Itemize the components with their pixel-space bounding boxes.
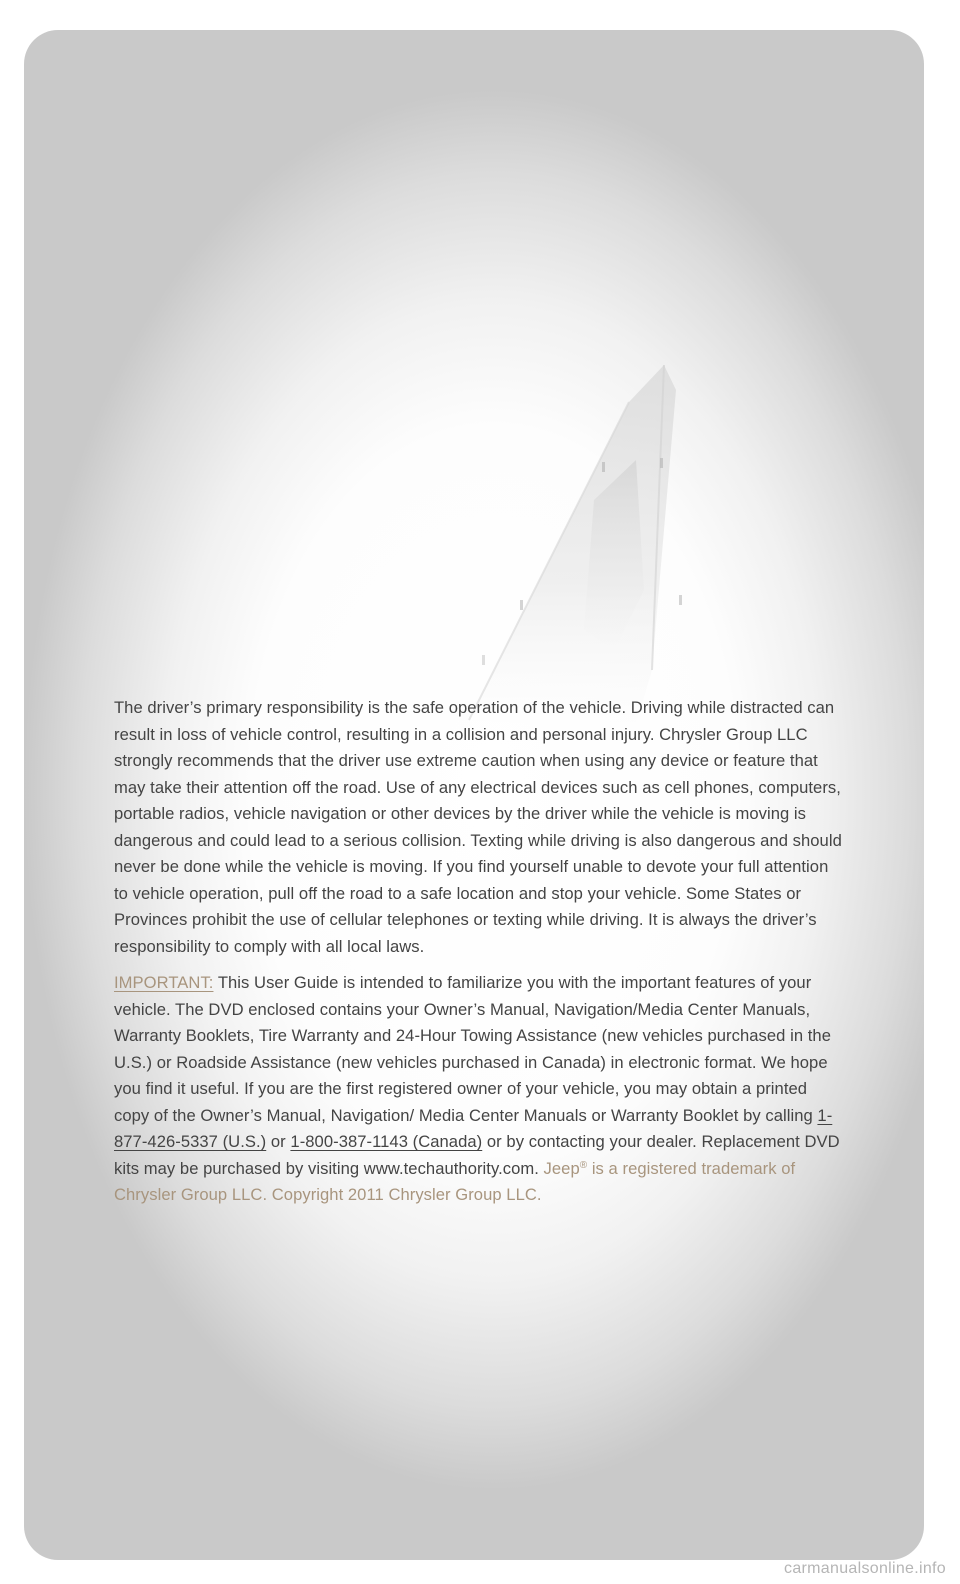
phone-canada-link[interactable]: 1-800-387-1143 (Canada) (290, 1132, 483, 1151)
text-content (114, 695, 844, 1209)
registered-symbol: ® (579, 1159, 588, 1171)
trademark-brand: Jeep (543, 1158, 580, 1178)
important-paragraph (114, 970, 844, 1209)
trademark-text: is a registered trademark of Chrysler Group LLC. Copyright 2011 Chrysler Group LLC. (114, 1158, 796, 1204)
cover-card (24, 30, 924, 1560)
or-text: or (266, 1132, 291, 1151)
watermark-text: carmanualsonline.info (784, 1560, 946, 1577)
important-text-1: This User Guide is intended to familiarize you with the important features of your vehicle. The DVD enclosed contains your Owner’s Manual, Navigation/Media Center Manuals, Warranty Booklets, Tire Warranty and 24-Hour Towing Assistance (new vehicles purchased in the U.S.) or Roadside Assistance (new vehicles purchased in Canada) in electronic format. We hope you find it useful. If you are the first registered owner of your vehicle, you may obtain a printed copy of the Owner’s Manual, Navigation/ Media Center Manuals or Warranty Booklet by calling (114, 973, 831, 1125)
pylon-shape (469, 365, 676, 730)
safety-paragraph: The driver’s primary responsibility is the safe operation of the vehicle. Driving while distracted can result in loss of vehicle control, resulting in a collision and personal injury. Chrysler Group LLC strongly recommends that the driver use extreme caution when using any device or feature that may take their attention off the road. Use of any electrical devices such as cell phones, computers, portable radios, vehicle navigation or other devices by the driver while the vehicle is moving is dangerous and could lead to a serious collision. Texting while driving is also dangerous and should never be done while the vehicle is moving. If you find yourself unable to devote your full attention to vehicle operation, pull off the road to a safe location and stop your vehicle. Some States or Provinces prohibit the use of cellular telephones or texting while driving. It is always the driver’s responsibility to comply with all local laws. (114, 698, 842, 956)
important-label: IMPORTANT: (114, 973, 214, 992)
important-text-2: or by contacting your dealer. Replacement DVD kits may be purchased by visiting www.techauthority.com. (114, 1132, 840, 1178)
phone-us-link[interactable]: 1-877-426-5337 (U.S.) (114, 1105, 833, 1151)
